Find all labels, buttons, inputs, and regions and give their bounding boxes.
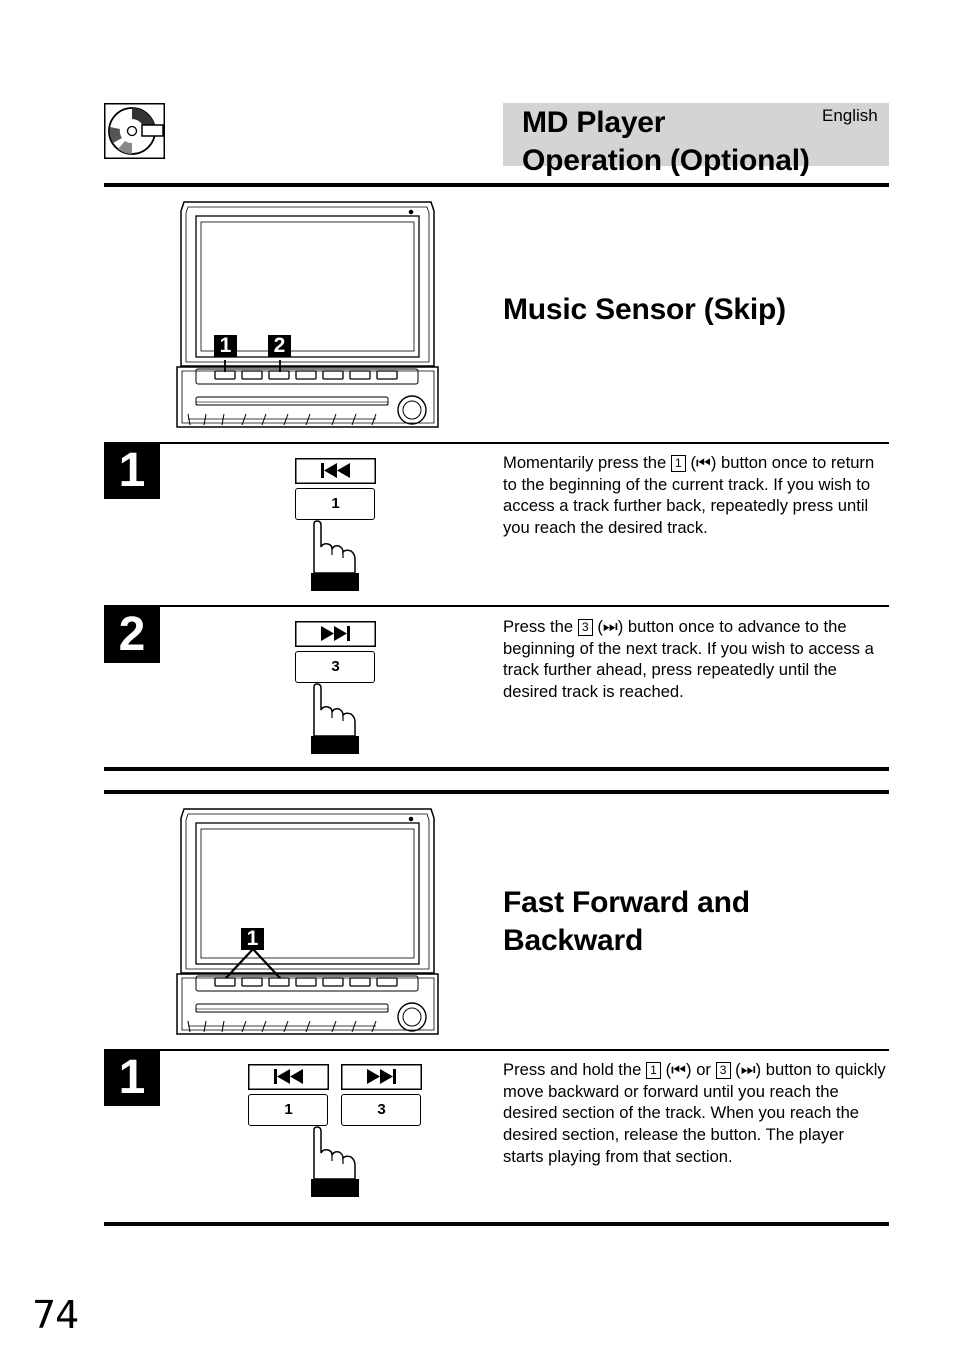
step-instruction-text: Press and hold the 1 (⏮) or 3 (⏭) button to quickly move backward or forward until you reach the desired section of the track. When you reach the desired section, release the button. The player starts playing from that section.: [503, 1060, 886, 1166]
prev-track-icon: [295, 458, 376, 484]
page-number: 74: [32, 1293, 79, 1337]
pressing-finger-icon: [311, 684, 359, 754]
step-number: 1: [104, 1050, 160, 1106]
pressing-finger-icon: [311, 1127, 359, 1197]
key-3-glyph: 3: [716, 1062, 731, 1079]
section-end-rule: [104, 1222, 889, 1226]
language-label: English: [822, 106, 878, 125]
device-label-1: 1: [246, 927, 259, 950]
page-title-line1: MD Player: [522, 106, 666, 139]
step-number: 2: [104, 607, 160, 663]
step-rule: [104, 442, 889, 444]
step-rule: [104, 605, 889, 607]
preset-button-3-label: 3: [377, 1101, 386, 1118]
page-title-line2: Operation (Optional): [522, 144, 810, 177]
section-start-rule: [104, 790, 889, 794]
device-label-1: 1: [219, 334, 232, 357]
key-3-glyph: 3: [578, 619, 593, 636]
preset-button-3-label: 3: [331, 658, 340, 675]
step-instruction-text: Momentarily press the 1 (⏮) button once to return to the beginning of the current track. If you wish to access a track further back, repeatedly press until you reach the desired track.: [503, 453, 875, 538]
device-label-2: 2: [273, 334, 286, 357]
section-end-rule: [104, 767, 889, 771]
prev-track-icon: [248, 1064, 329, 1090]
header-rule: [104, 183, 889, 187]
md-disc-icon: [104, 103, 165, 159]
key-1-glyph: 1: [646, 1062, 661, 1079]
key-1-glyph: 1: [671, 455, 686, 472]
head-unit-illustration-ffrew: [176, 806, 439, 1039]
step-instruction-text: Press the 3 (⏭) button once to advance to the beginning of the next track. If you wish to access a track further ahead, press repeatedly until the desired track is reached.: [503, 617, 874, 702]
step-number: 1: [104, 443, 160, 499]
section-title-music-sensor: Music Sensor (Skip): [503, 293, 786, 326]
pressing-finger-icon: [311, 521, 359, 591]
head-unit-illustration-skip: [176, 199, 439, 432]
section-title-fast-forward: Fast Forward and Backward: [503, 886, 750, 957]
preset-button-1-label: 1: [284, 1101, 293, 1118]
step-rule: [104, 1049, 889, 1051]
next-track-icon: [341, 1064, 422, 1090]
next-track-icon: [295, 621, 376, 647]
page-title: [522, 104, 810, 180]
preset-button-1-label: 1: [331, 495, 340, 512]
